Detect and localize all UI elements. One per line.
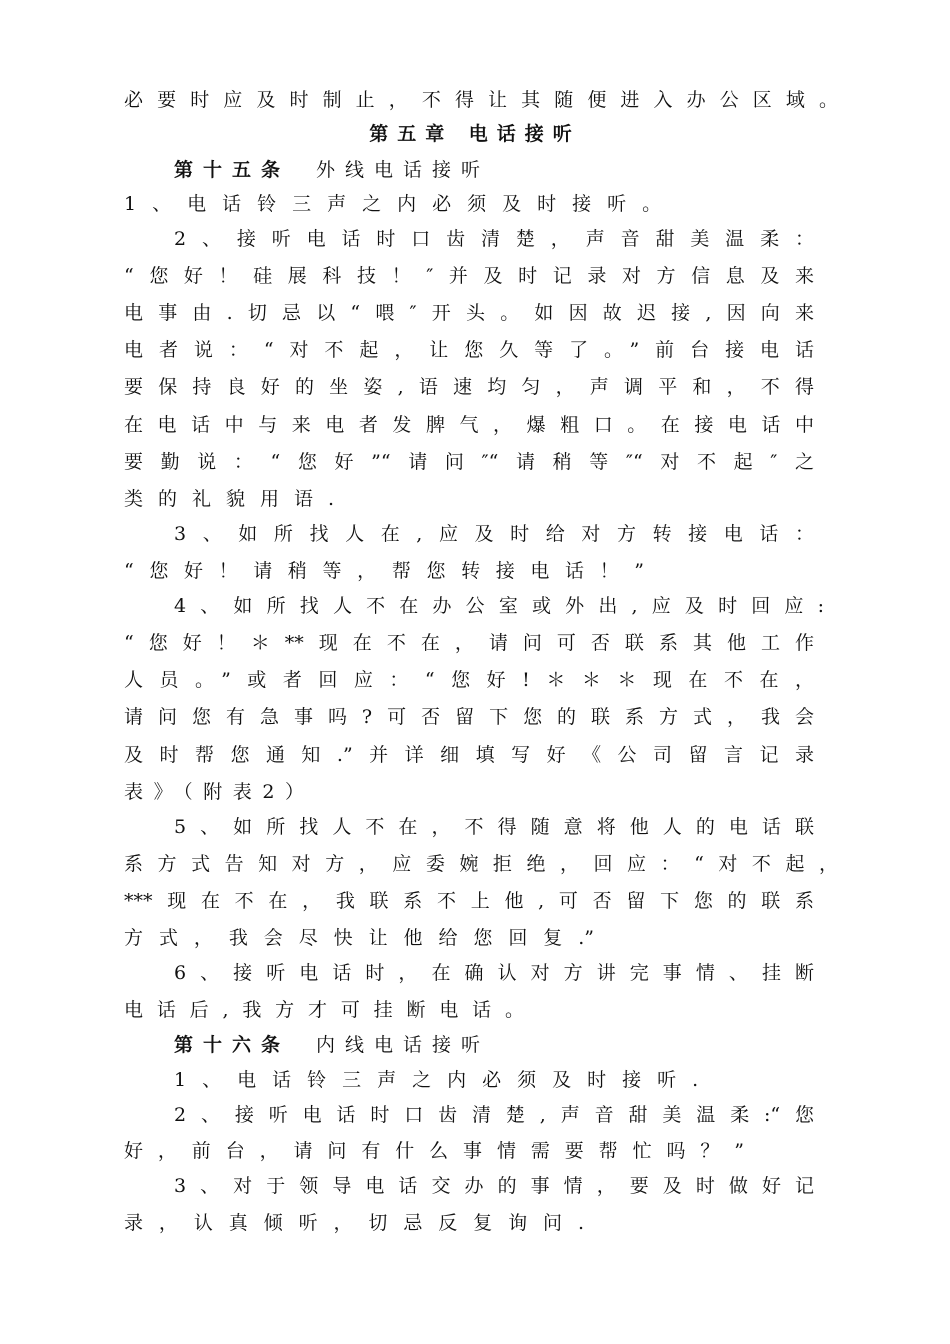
body-line: 系方式告知对方，应委婉拒绝，回应：“对不起，	[124, 853, 838, 875]
article-label: 第十五条	[174, 159, 291, 181]
body-line: 3、如所找人在,应及时给对方转接电话：	[174, 523, 814, 545]
article-heading	[174, 157, 490, 183]
chapter-heading: 第五章 电话接听	[369, 123, 581, 145]
body-line: 2、接听电话时口齿清楚，声音甜美温柔：	[174, 228, 814, 250]
body-line: ***现在不在，我联系不上他,可否留下您的联系	[124, 890, 814, 912]
body-line: 5、如所找人不在，不得随意将他人的电话联	[174, 816, 814, 838]
body-line: 录，认真倾听，切忌反复询问.	[124, 1212, 584, 1234]
body-line: 方式，我会尽快让他给您回复.”	[124, 927, 594, 949]
body-line: “您好！＊**现在不在，请问可否联系其他工作	[124, 632, 814, 654]
body-line: 要勤说：“您好”“请问″“请稍等″“对不起″之	[124, 451, 814, 473]
body-line: “您好！请稍等，帮您转接电话！”	[124, 560, 644, 582]
body-line: 人员。”或者回应：“您好!＊＊＊现在不在，	[124, 669, 814, 691]
article-label: 第十六条	[174, 1034, 291, 1056]
article-title: 外线电话接听	[316, 159, 491, 181]
body-line: 4、如所找人不在办公室或外出,应及时回应:	[174, 595, 824, 617]
body-line: 要保持良好的坐姿,语速均匀，声调平和，不得	[124, 376, 814, 398]
body-line: 6、接听电话时，在确认对方讲完事情、挂断	[174, 962, 814, 984]
body-line: 电话后,我方才可挂断电话。	[124, 999, 524, 1021]
body-line: 电事由.切忌以“喂″开头。如因故迟接,因向来	[124, 302, 814, 324]
body-line: 电者说：“对不起，让您久等了。”前台接电话	[124, 339, 814, 361]
body-line: 1、电话铃三声之内必须及时接听。	[124, 193, 678, 215]
body-line: 必要时应及时制止，不得让其随便进入办公区域。	[124, 89, 838, 111]
body-line: 2、接听电话时口齿清楚,声音甜美温柔:“您	[174, 1104, 814, 1126]
article-heading	[174, 1032, 490, 1058]
body-line: 1、电话铃三声之内必须及时接听.	[174, 1069, 715, 1091]
body-line: 好，前台，请问有什么事情需要帮忙吗？”	[124, 1140, 744, 1162]
body-line: 表》（附表2）	[124, 781, 304, 803]
body-line: 类的礼貌用语.	[124, 488, 334, 510]
body-line: 在电话中与来电者发脾气，爆粗口。在接电话中	[124, 414, 814, 436]
body-line: 及时帮您通知.”并详细填写好《公司留言记录	[124, 744, 814, 766]
body-line: 请问您有急事吗?可否留下您的联系方式，我会	[124, 706, 814, 728]
body-line: 3、对于领导电话交办的事情，要及时做好记	[174, 1175, 814, 1197]
article-title: 内线电话接听	[316, 1034, 491, 1056]
body-line: “您好！硅展科技！″并及时记录对方信息及来	[124, 265, 814, 287]
